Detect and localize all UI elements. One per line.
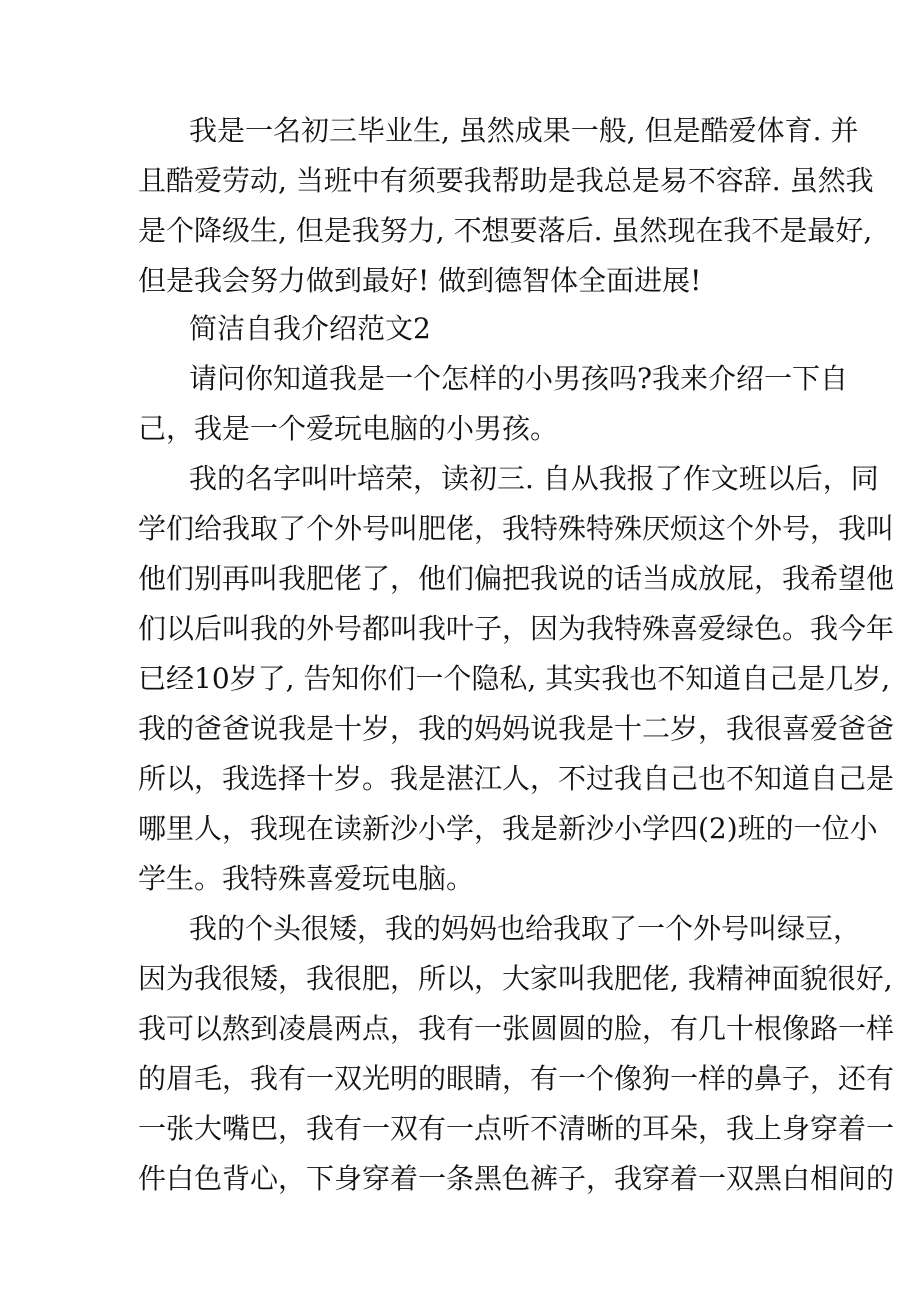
- text-line-1: 我是一名初三毕业生, 虽然成果一般, 但是酷爱体育. 并: [189, 114, 859, 147]
- text-line-14: 所以，我选择十岁。我是湛江人，不过我自己也不知道自己是: [138, 762, 895, 795]
- text-line-12: 已经10岁了, 告知你们一个隐私, 其实我也不知道自己是几岁,: [138, 662, 891, 695]
- text-line-15: 哪里人，我现在读新沙小学，我是新沙小学四(2)班的一位小: [138, 812, 878, 845]
- text-line-22: 件白色背心，下身穿着一条黑色裤子，我穿着一双黑白相间的: [138, 1162, 895, 1195]
- text-line-11: 们以后叫我的外号都叫我叶子，因为我特殊喜爱绿色。我今年: [138, 612, 895, 645]
- text-line-3: 是个降级生, 但是我努力, 不想要落后. 虽然现在我不是最好,: [138, 214, 873, 247]
- text-line-17: 我的个头很矮，我的妈妈也给我取了一个外号叫绿豆，: [189, 912, 862, 945]
- text-line-13: 我的爸爸说我是十岁，我的妈妈说我是十二岁，我很喜爱爸爸: [138, 712, 895, 745]
- text-line-10: 他们别再叫我肥佬了，他们偏把我说的话当成放屁，我希望他: [138, 562, 895, 595]
- text-line-4: 但是我会努力做到最好! 做到德智体全面进展!: [138, 264, 702, 297]
- text-line-20: 的眉毛，我有一双光明的眼睛，有一个像狗一样的鼻子，还有: [138, 1062, 895, 1095]
- text-line-6: 请问你知道我是一个怎样的小男孩吗?我来介绍一下自: [189, 362, 849, 395]
- text-line-2: 且酷爱劳动, 当班中有须要我帮助是我总是易不容辞. 虽然我: [138, 164, 874, 197]
- text-line-7: 己，我是一个爱玩电脑的小男孩。: [138, 412, 559, 445]
- text-line-16: 学生。我特殊喜爱玩电脑。: [138, 862, 475, 895]
- text-line-9: 学们给我取了个外号叫肥佬，我特殊特殊厌烦这个外号，我叫: [138, 512, 895, 545]
- section-heading: 简洁自我介绍范文2: [189, 312, 431, 345]
- text-line-18: 因为我很矮，我很肥，所以，大家叫我肥佬, 我精神面貌很好,: [138, 962, 893, 995]
- text-line-8: 我的名字叫叶培荣，读初三. 自从我报了作文班以后，同: [189, 462, 879, 495]
- text-line-19: 我可以熬到凌晨两点，我有一张圆圆的脸，有几十根像路一样: [138, 1012, 895, 1045]
- text-line-21: 一张大嘴巴，我有一双有一点听不清晰的耳朵，我上身穿着一: [138, 1112, 895, 1145]
